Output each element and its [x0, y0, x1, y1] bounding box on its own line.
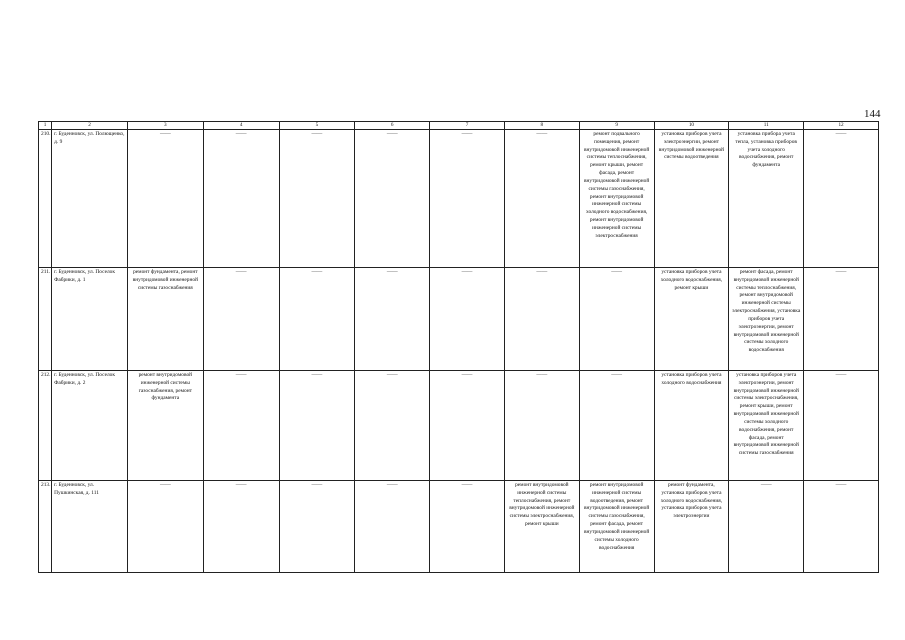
cell-col-8: ремонт внутридомовой инженерной системы теплоснабжения, ремонт внутридомовой инженерной системы электроснабжения, ремонт крыши	[504, 481, 579, 573]
cell-col-10: установка приборов учета холодного водоснабжения, ремонт крыши	[654, 268, 729, 371]
cell-col-8: ——	[504, 268, 579, 371]
cell-col-7: ——	[430, 130, 505, 268]
cell-col-3: ——	[127, 481, 203, 573]
row-number: 213.	[39, 481, 52, 573]
cell-col-9: ремонт внутридомовой инженерной системы водоотведения, ремонт внутридомовой инженерной системы газоснабжения, ремонт фасада, ремонт внутридомовой инженерной системы холодного водоснабжения	[579, 481, 654, 573]
table-row	[39, 371, 879, 481]
cell-col-3: ремонт внутридомовой инженерной системы газоснабжения, ремонт фундамента	[127, 371, 203, 481]
table-row	[39, 268, 879, 371]
cell-col-12: ——	[804, 268, 879, 371]
cell-col-6: ——	[355, 371, 430, 481]
row-number: 212.	[39, 371, 52, 481]
row-number: 210.	[39, 130, 52, 268]
column-header: 10	[654, 122, 729, 130]
column-header: 8	[504, 122, 579, 130]
column-header: 11	[729, 122, 804, 130]
cell-col-7: ——	[430, 371, 505, 481]
column-header: 1	[39, 122, 52, 130]
cell-col-4: ——	[203, 481, 279, 573]
column-header: 4	[203, 122, 279, 130]
cell-col-6: ——	[355, 481, 430, 573]
column-header: 6	[355, 122, 430, 130]
cell-col-11: установка прибора учета тепла, установка приборов учета холодного водоснабжения, ремонт фундамента	[729, 130, 804, 268]
column-header: 3	[127, 122, 203, 130]
cell-col-5: ——	[279, 130, 355, 268]
column-header: 5	[279, 122, 355, 130]
row-address: г. Буденновск, ул. Поселок Фабрики, д. 2	[52, 371, 128, 481]
cell-col-9: ——	[579, 371, 654, 481]
register-table	[38, 121, 879, 573]
row-address: г. Буденновск, ул. Пушкинская, д. 111	[52, 481, 128, 573]
cell-col-10: установка приборов учета холодного водоснабжения	[654, 371, 729, 481]
cell-col-4: ——	[203, 371, 279, 481]
cell-col-12: ——	[804, 130, 879, 268]
cell-col-10: ремонт фундамента, установка приборов учета холодного водоснабжения, установка приборов учета электроэнергии	[654, 481, 729, 573]
row-address: г. Буденновск, ул. Поселок Фабрики, д. 1	[52, 268, 128, 371]
column-header: 12	[804, 122, 879, 130]
page-number: 144	[864, 108, 881, 120]
cell-col-7: ——	[430, 481, 505, 573]
cell-col-9: ремонт подвального помещения, ремонт внутридомовой инженерной системы теплоснабжения, ремонт крыши, ремонт фасада, ремонт внутридомовой инженерной системы газоснабжения, ремонт внутридомовой инженерной системы холодного водоснабжения, ремонт внутридомовой инженерной системы электроснабжения	[579, 130, 654, 268]
row-address: г. Буденновск, ул. Полющенко, д. 9	[52, 130, 128, 268]
row-number: 211.	[39, 268, 52, 371]
cell-col-12: ——	[804, 371, 879, 481]
cell-col-5: ——	[279, 268, 355, 371]
cell-col-3: ——	[127, 130, 203, 268]
cell-col-11: ——	[729, 481, 804, 573]
cell-col-7: ——	[430, 268, 505, 371]
table-row	[39, 481, 879, 573]
cell-col-6: ——	[355, 130, 430, 268]
cell-col-10: установка приборов учета электроэнергии, ремонт внутридомовой инженерной системы водоотведения	[654, 130, 729, 268]
table-row	[39, 130, 879, 268]
cell-col-3: ремонт фундамента, ремонт внутридомовой инженерной системы газоснабжения	[127, 268, 203, 371]
cell-col-12: ——	[804, 481, 879, 573]
cell-col-4: ——	[203, 130, 279, 268]
cell-col-8: ——	[504, 130, 579, 268]
cell-col-11: ремонт фасада, ремонт внутридомовой инженерной системы теплоснабжения, ремонт внутридомовой инженерной системы электроснабжения, установка приборов учета электроэнергии, ремонт внутридомовой инженерной системы холодного водоснабжения	[729, 268, 804, 371]
column-number-row	[39, 122, 879, 130]
column-header: 2	[52, 122, 128, 130]
cell-col-8: ——	[504, 371, 579, 481]
cell-col-9: ——	[579, 268, 654, 371]
cell-col-5: ——	[279, 481, 355, 573]
cell-col-5: ——	[279, 371, 355, 481]
column-header: 7	[430, 122, 505, 130]
cell-col-11: установка приборов учета электроэнергии, ремонт внутридомовой инженерной системы электроснабжения, ремонт крыши, ремонт внутридомовой инженерной системы холодного водоснабжения, ремонт фасада, ремонт внутридомовой инженерной системы газоснабжения	[729, 371, 804, 481]
cell-col-4: ——	[203, 268, 279, 371]
cell-col-6: ——	[355, 268, 430, 371]
column-header: 9	[579, 122, 654, 130]
